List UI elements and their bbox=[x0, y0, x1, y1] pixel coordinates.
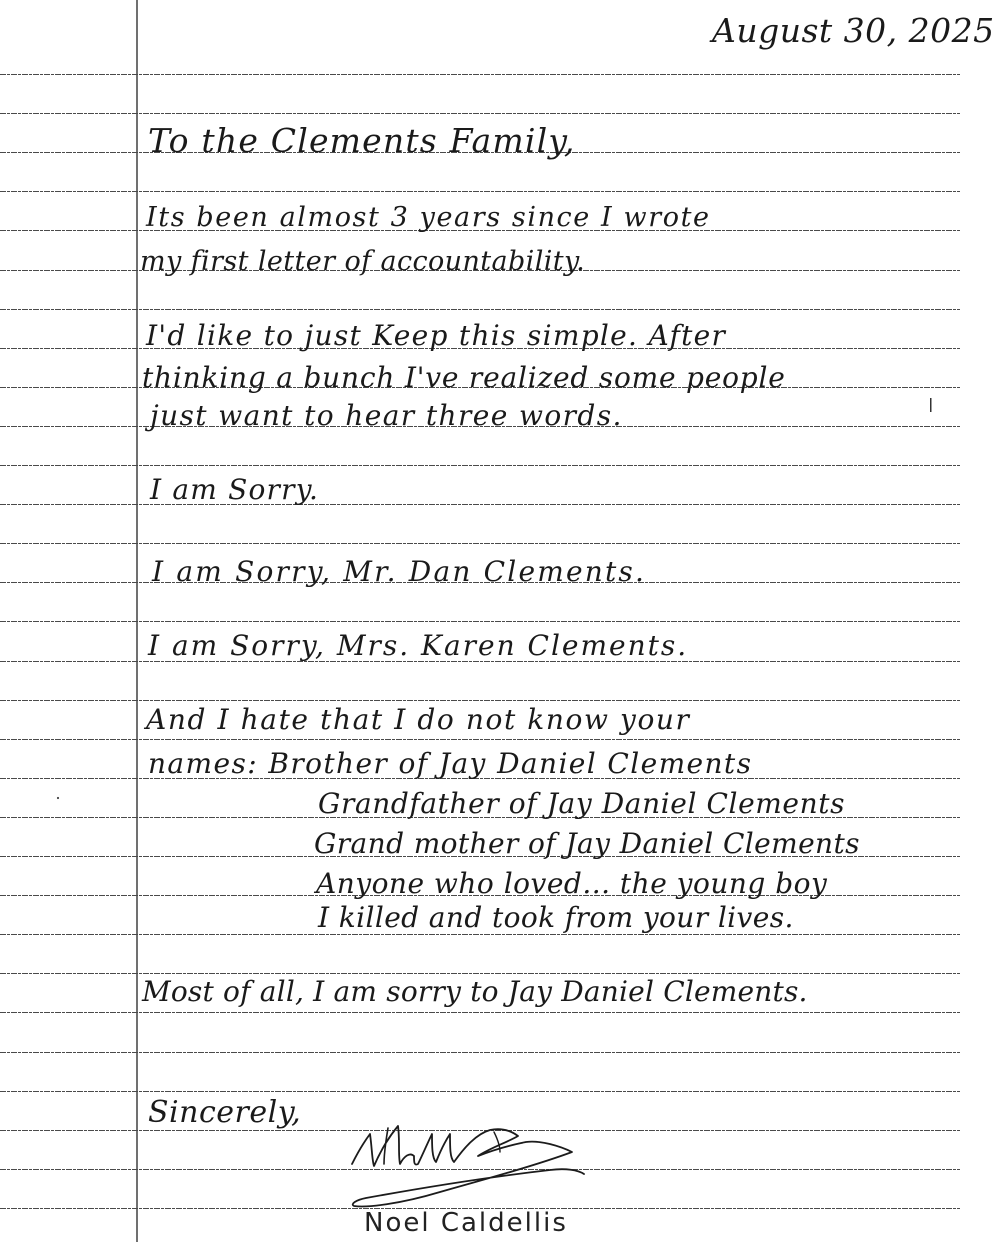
signature bbox=[340, 1112, 590, 1216]
printed-name: Noel Caldellis bbox=[364, 1208, 568, 1238]
salutation: To the Clements Family, bbox=[148, 121, 576, 160]
paragraph-6-line-6: I killed and took from your lives. bbox=[318, 901, 794, 934]
paragraph-3: I am Sorry. bbox=[150, 473, 320, 506]
paragraph-2-line-1: I'd like to just Keep this simple. After bbox=[146, 319, 727, 352]
paragraph-1-line-2: my first letter of accountability. bbox=[140, 246, 586, 277]
closing: Sincerely, bbox=[148, 1095, 302, 1130]
paragraph-6-line-5: Anyone who loved... the young boy bbox=[316, 867, 828, 900]
paragraph-6-line-1: And I hate that I do not know your bbox=[146, 703, 691, 736]
letter-date: August 30, 2025 bbox=[712, 11, 995, 50]
paragraph-5: I am Sorry, Mrs. Karen Clements. bbox=[148, 629, 689, 662]
paragraph-6-line-2: names: Brother of Jay Daniel Clements bbox=[148, 747, 753, 780]
paragraph-4: I am Sorry, Mr. Dan Clements. bbox=[152, 555, 647, 588]
paragraph-1-line-1: Its been almost 3 years since I wrote bbox=[146, 202, 711, 233]
paragraph-7: Most of all, I am sorry to Jay Daniel Clements. bbox=[142, 975, 808, 1008]
paragraph-6-line-3: Grandfather of Jay Daniel Clements bbox=[318, 787, 846, 820]
paragraph-6-line-4: Grand mother of Jay Daniel Clements bbox=[314, 827, 860, 860]
paragraph-2-line-2: thinking a bunch I've realized some people bbox=[142, 361, 786, 394]
paragraph-2-line-3: just want to hear three words. bbox=[150, 399, 623, 432]
